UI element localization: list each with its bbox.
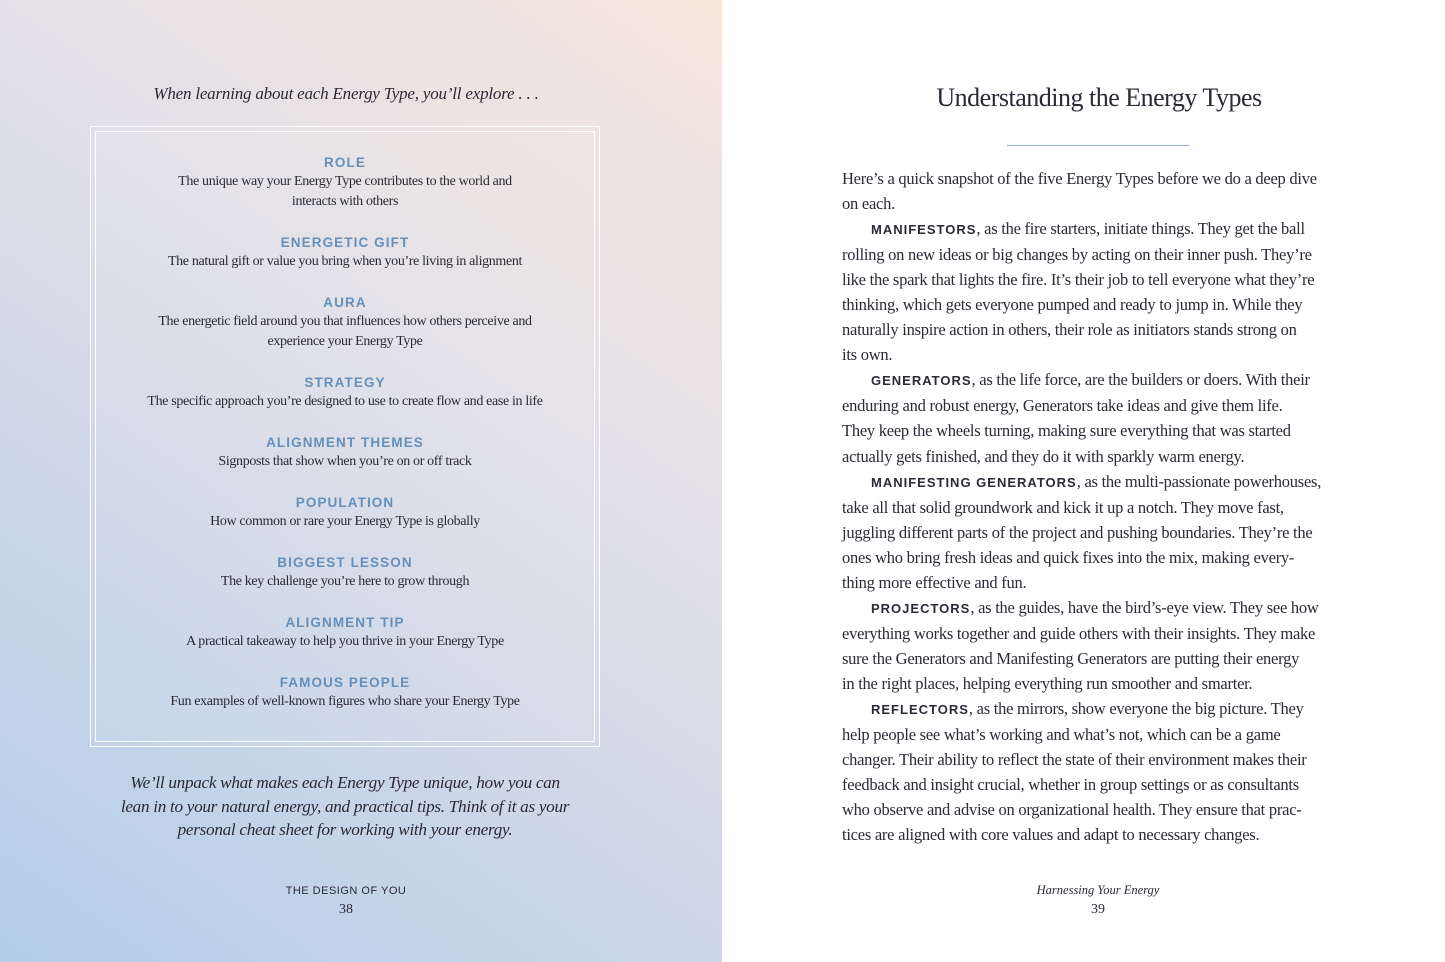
- text-line: enduring and robust energy, Generators take ideas and give them life.: [842, 396, 1283, 416]
- text-line: its own.: [842, 345, 893, 365]
- explore-item-desc-line: A practical takeaway to help you thrive in your Energy Type: [186, 634, 504, 649]
- running-head-right: Harnessing Your Energy: [1036, 883, 1160, 897]
- explore-item-aura: [96, 294, 594, 374]
- text-line: They keep the wheels turning, making sure everything that was started: [842, 421, 1291, 441]
- page-number-left: 38: [339, 902, 353, 917]
- explore-item-strategy: [96, 374, 594, 434]
- paragraph-manifestors: [842, 216, 1358, 367]
- explore-item-desc-line: The natural gift or value you bring when you’re living in alignment: [167, 254, 523, 269]
- explore-item-desc-line: experience your Energy Type: [267, 334, 423, 349]
- text-line: , as the mirrors, show everyone the big picture. They: [968, 698, 1304, 718]
- text-line: thing more effective and fun.: [842, 572, 1027, 592]
- text-line: who observe and advise on organizational health. They ensure that prac-: [842, 800, 1302, 820]
- paragraph-projectors: [842, 595, 1358, 696]
- explore-item-title: STRATEGY: [304, 375, 386, 390]
- page-number-right: 39: [1091, 902, 1105, 917]
- explore-item-title: AURA: [323, 295, 367, 310]
- text-line: naturally inspire action in others, their role as initiators stands strong on: [842, 320, 1297, 340]
- explore-item-famous-people: [96, 674, 594, 734]
- explore-item-title: ALIGNMENT TIP: [285, 615, 405, 630]
- text-line: thinking, which gets everyone pumped and ready to jump in. While they: [842, 295, 1303, 315]
- explore-item-population: [96, 494, 594, 554]
- text-line: help people see what’s working and what’s not, which can be a game: [842, 725, 1281, 745]
- text-line: sure the Generators and Manifesting Generators are putting their energy: [842, 648, 1300, 668]
- explore-item-desc-line: The energetic field around you that influences how others perceive and: [158, 314, 532, 329]
- text-line: actually gets finished, and they do it with sparkly warm energy.: [842, 446, 1245, 466]
- type-name-manifestors: MANIFESTORS: [871, 222, 977, 238]
- outro-line: lean in to your natural energy, and practical tips. Think of it as your: [120, 796, 570, 816]
- text-line: changer. Their ability to reflect the state of their environment makes their: [842, 750, 1307, 770]
- explore-item-desc-line: interacts with others: [291, 194, 399, 209]
- type-name-reflectors: REFLECTORS: [871, 701, 969, 717]
- text-line: tices are aligned with core values and adapt to necessary changes.: [842, 825, 1260, 845]
- explore-item-biggest-lesson: [96, 554, 594, 614]
- explore-item-desc-line: The unique way your Energy Type contributes to the world and: [178, 174, 512, 189]
- text-line: in the right places, helping everything run smoother and smarter.: [842, 673, 1253, 693]
- explore-list-frame: [90, 126, 600, 747]
- text-line: , as the multi-passionate powerhouses,: [1076, 471, 1322, 491]
- explore-item-title: POPULATION: [295, 495, 395, 510]
- outro-text: [120, 771, 570, 842]
- text-line: feedback and insight crucial, whether in group settings or as consultants: [842, 775, 1299, 795]
- text-line: take all that solid groundwork and kick it up a notch. They move fast,: [842, 497, 1284, 517]
- explore-item-alignment-tip: [96, 614, 594, 674]
- paragraph-reflectors: [842, 696, 1358, 847]
- paragraph-generators: [842, 367, 1358, 468]
- heading-rule: [1007, 145, 1189, 146]
- body-text: [842, 166, 1358, 847]
- intro-text: When learning about each Energy Type, you’ll explore . . .: [153, 84, 539, 103]
- text-line: juggling different parts of the project and pushing boundaries. They’re the: [842, 522, 1313, 542]
- page-heading: Understanding the Energy Types: [936, 83, 1262, 112]
- text-line: everything works together and guide others with their insights. They make: [842, 623, 1316, 643]
- text-line: , as the guides, have the bird’s-eye view. They see how: [970, 597, 1319, 617]
- text-line: on each.: [842, 194, 895, 214]
- explore-item-desc-line: How common or rare your Energy Type is globally: [210, 514, 480, 529]
- left-page: [0, 0, 722, 962]
- text-line: Here’s a quick snapshot of the five Energy Types before we do a deep dive: [842, 169, 1317, 188]
- explore-item-title: BIGGEST LESSON: [277, 555, 413, 570]
- type-name-manifesting-generators: MANIFESTING GENERATORS: [871, 474, 1077, 490]
- text-line: , as the fire starters, initiate things. They get the ball: [976, 219, 1305, 239]
- explore-item-desc-line: The key challenge you’re here to grow through: [220, 574, 470, 589]
- explore-item-desc-line: The specific approach you’re designed to use to create flow and ease in life: [147, 394, 543, 409]
- explore-item-desc-line: Fun examples of well-known figures who share your Energy Type: [170, 694, 520, 709]
- text-line: ones who bring fresh ideas and quick fixes into the mix, making every-: [842, 547, 1295, 567]
- explore-list-inner-frame: [95, 131, 595, 742]
- explore-item-title: ROLE: [324, 155, 366, 170]
- explore-item-role: [96, 154, 594, 234]
- explore-item-title: ENERGETIC GIFT: [280, 235, 410, 250]
- type-name-generators: GENERATORS: [871, 373, 972, 389]
- text-line: rolling on new ideas or big changes by acting on their inner push. They’re: [842, 245, 1312, 265]
- outro-line: personal cheat sheet for working with your energy.: [177, 820, 513, 839]
- explore-item-alignment-themes: [96, 434, 594, 494]
- explore-item-title: ALIGNMENT THEMES: [266, 435, 424, 450]
- outro-line: We’ll unpack what makes each Energy Type unique, how you can: [130, 773, 560, 792]
- text-line: like the spark that lights the fire. It’s their job to tell everyone what they’re: [842, 270, 1315, 290]
- right-page: [722, 0, 1445, 962]
- paragraph-manifesting-generators: [842, 469, 1358, 595]
- running-head-left: THE DESIGN OF YOU: [285, 885, 407, 897]
- explore-list: [96, 154, 594, 734]
- explore-item-title: FAMOUS PEOPLE: [279, 675, 411, 690]
- paragraph-intro: [842, 166, 1358, 216]
- explore-item-desc-line: Signposts that show when you’re on or off track: [218, 454, 472, 469]
- type-name-projectors: PROJECTORS: [871, 600, 971, 616]
- explore-item-energetic-gift: [96, 234, 594, 294]
- text-line: , as the life force, are the builders or doers. With their: [971, 370, 1310, 390]
